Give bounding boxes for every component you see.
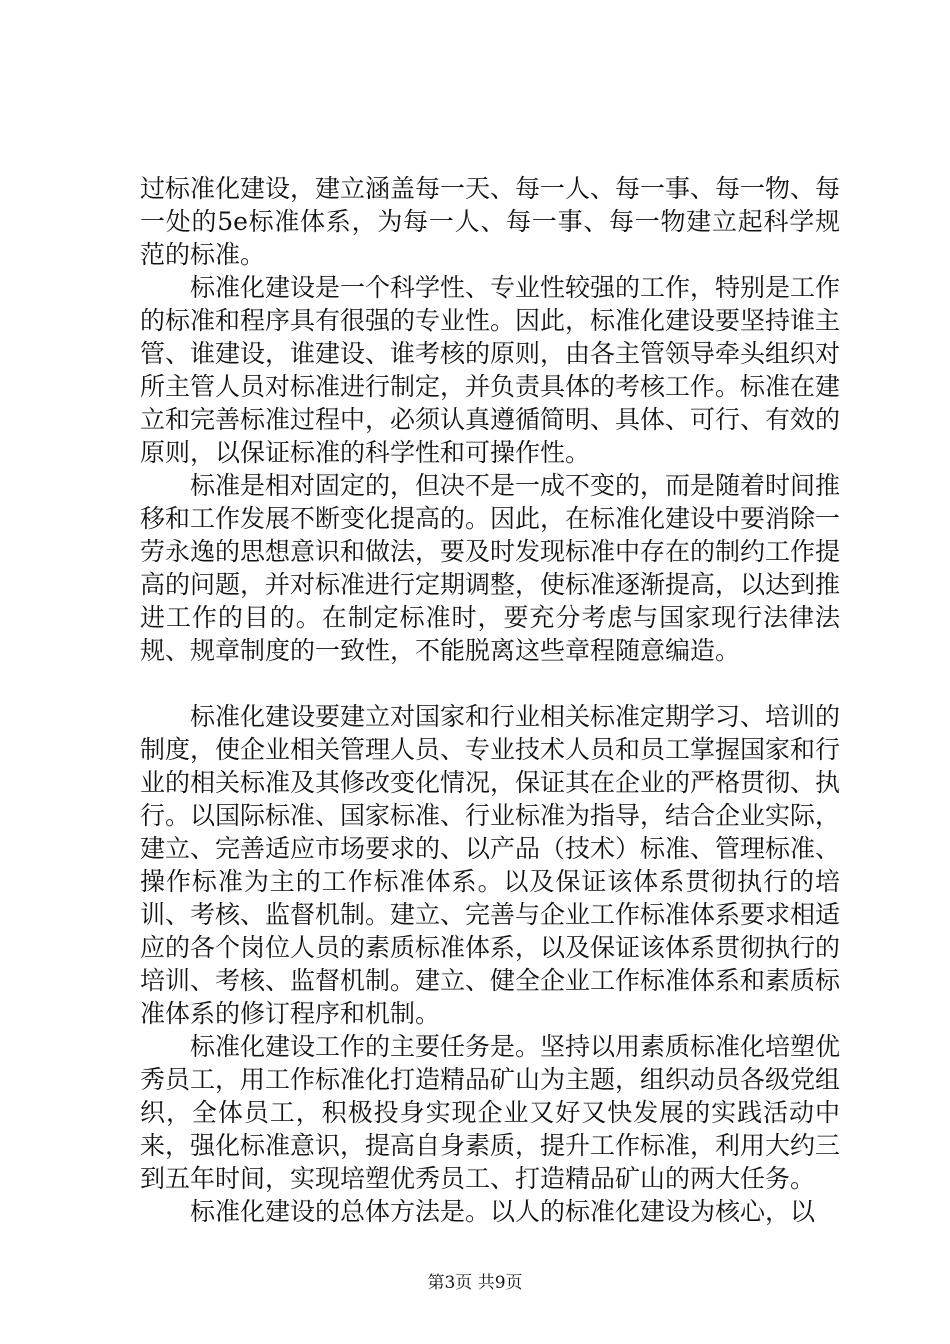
page-number-footer: 第3页 共9页 <box>427 1273 523 1293</box>
paragraph: 标准化建设是一个科学性、专业性较强的工作，特别是工作的标准和程序具有很强的专业性。因此，标准化建设要坚持谁主管、谁建设，谁建设、谁考核的原则，由各主管领导牵头组织对所主管人员对标准进行制定，并负责具体的考核工作。标准在建立和完善标准过程中，必须认真遵循简明、具体、可行、有效的原则，以保证标准的科学性和可操作性。 <box>140 273 841 467</box>
paragraph-spacer <box>140 667 840 700</box>
paragraph: 标准化建设的总体方法是。以人的标准化建设为核心，以 <box>190 1197 816 1226</box>
document-body <box>140 172 840 1228</box>
paragraph: 标准化建设工作的主要任务是。坚持以用素质标准化培塑优秀员工，用工作标准化打造精品矿山为主题，组织动员各级党组织，全体员工，积极投身实现企业又好又快发展的实践活动中来，强化标准意识，提高自身素质，提升工作标准，利用大约三到五年时间，实现培塑优秀员工、打造精品矿山的两大任务。 <box>140 1032 841 1193</box>
paragraph: 标准是相对固定的，但决不是一成不变的，而是随着时间推移和工作发展不断变化提高的。因此，在标准化建设中要消除一劳永逸的思想意识和做法，要及时发现标准中存在的制约工作提高的问题，并对标准进行定期调整，使标准逐渐提高，以达到推进工作的目的。在制定标准时，要充分考虑与国家现行法律法规、规章制度的一致性，不能脱离这些章程随意编造。 <box>140 471 841 665</box>
paragraph: 标准化建设要建立对国家和行业相关标准定期学习、培训的制度，使企业相关管理人员、专业技术人员和员工掌握国家和行业的相关标准及其修改变化情况，保证其在企业的严格贯彻、执行。以国际标准、国家标准、行业标准为指导，结合企业实际，建立、完善适应市场要求的、以产品（技术）标准、管理标准、操作标准为主的工作标准体系。以及保证该体系贯彻执行的培训、考核、监督机制。建立、完善与企业工作标准体系要求相适应的各个岗位人员的素质标准体系，以及保证该体系贯彻执行的培训、考核、监督机制。建立、健全企业工作标准体系和素质标准体系的修订程序和机制。 <box>140 702 841 1028</box>
paragraph-continuation: 过标准化建设，建立涵盖每一天、每一人、每一事、每一物、每一处的5e标准体系，为每一人、每一事、每一物建立起科学规范的标准。 <box>140 174 841 269</box>
